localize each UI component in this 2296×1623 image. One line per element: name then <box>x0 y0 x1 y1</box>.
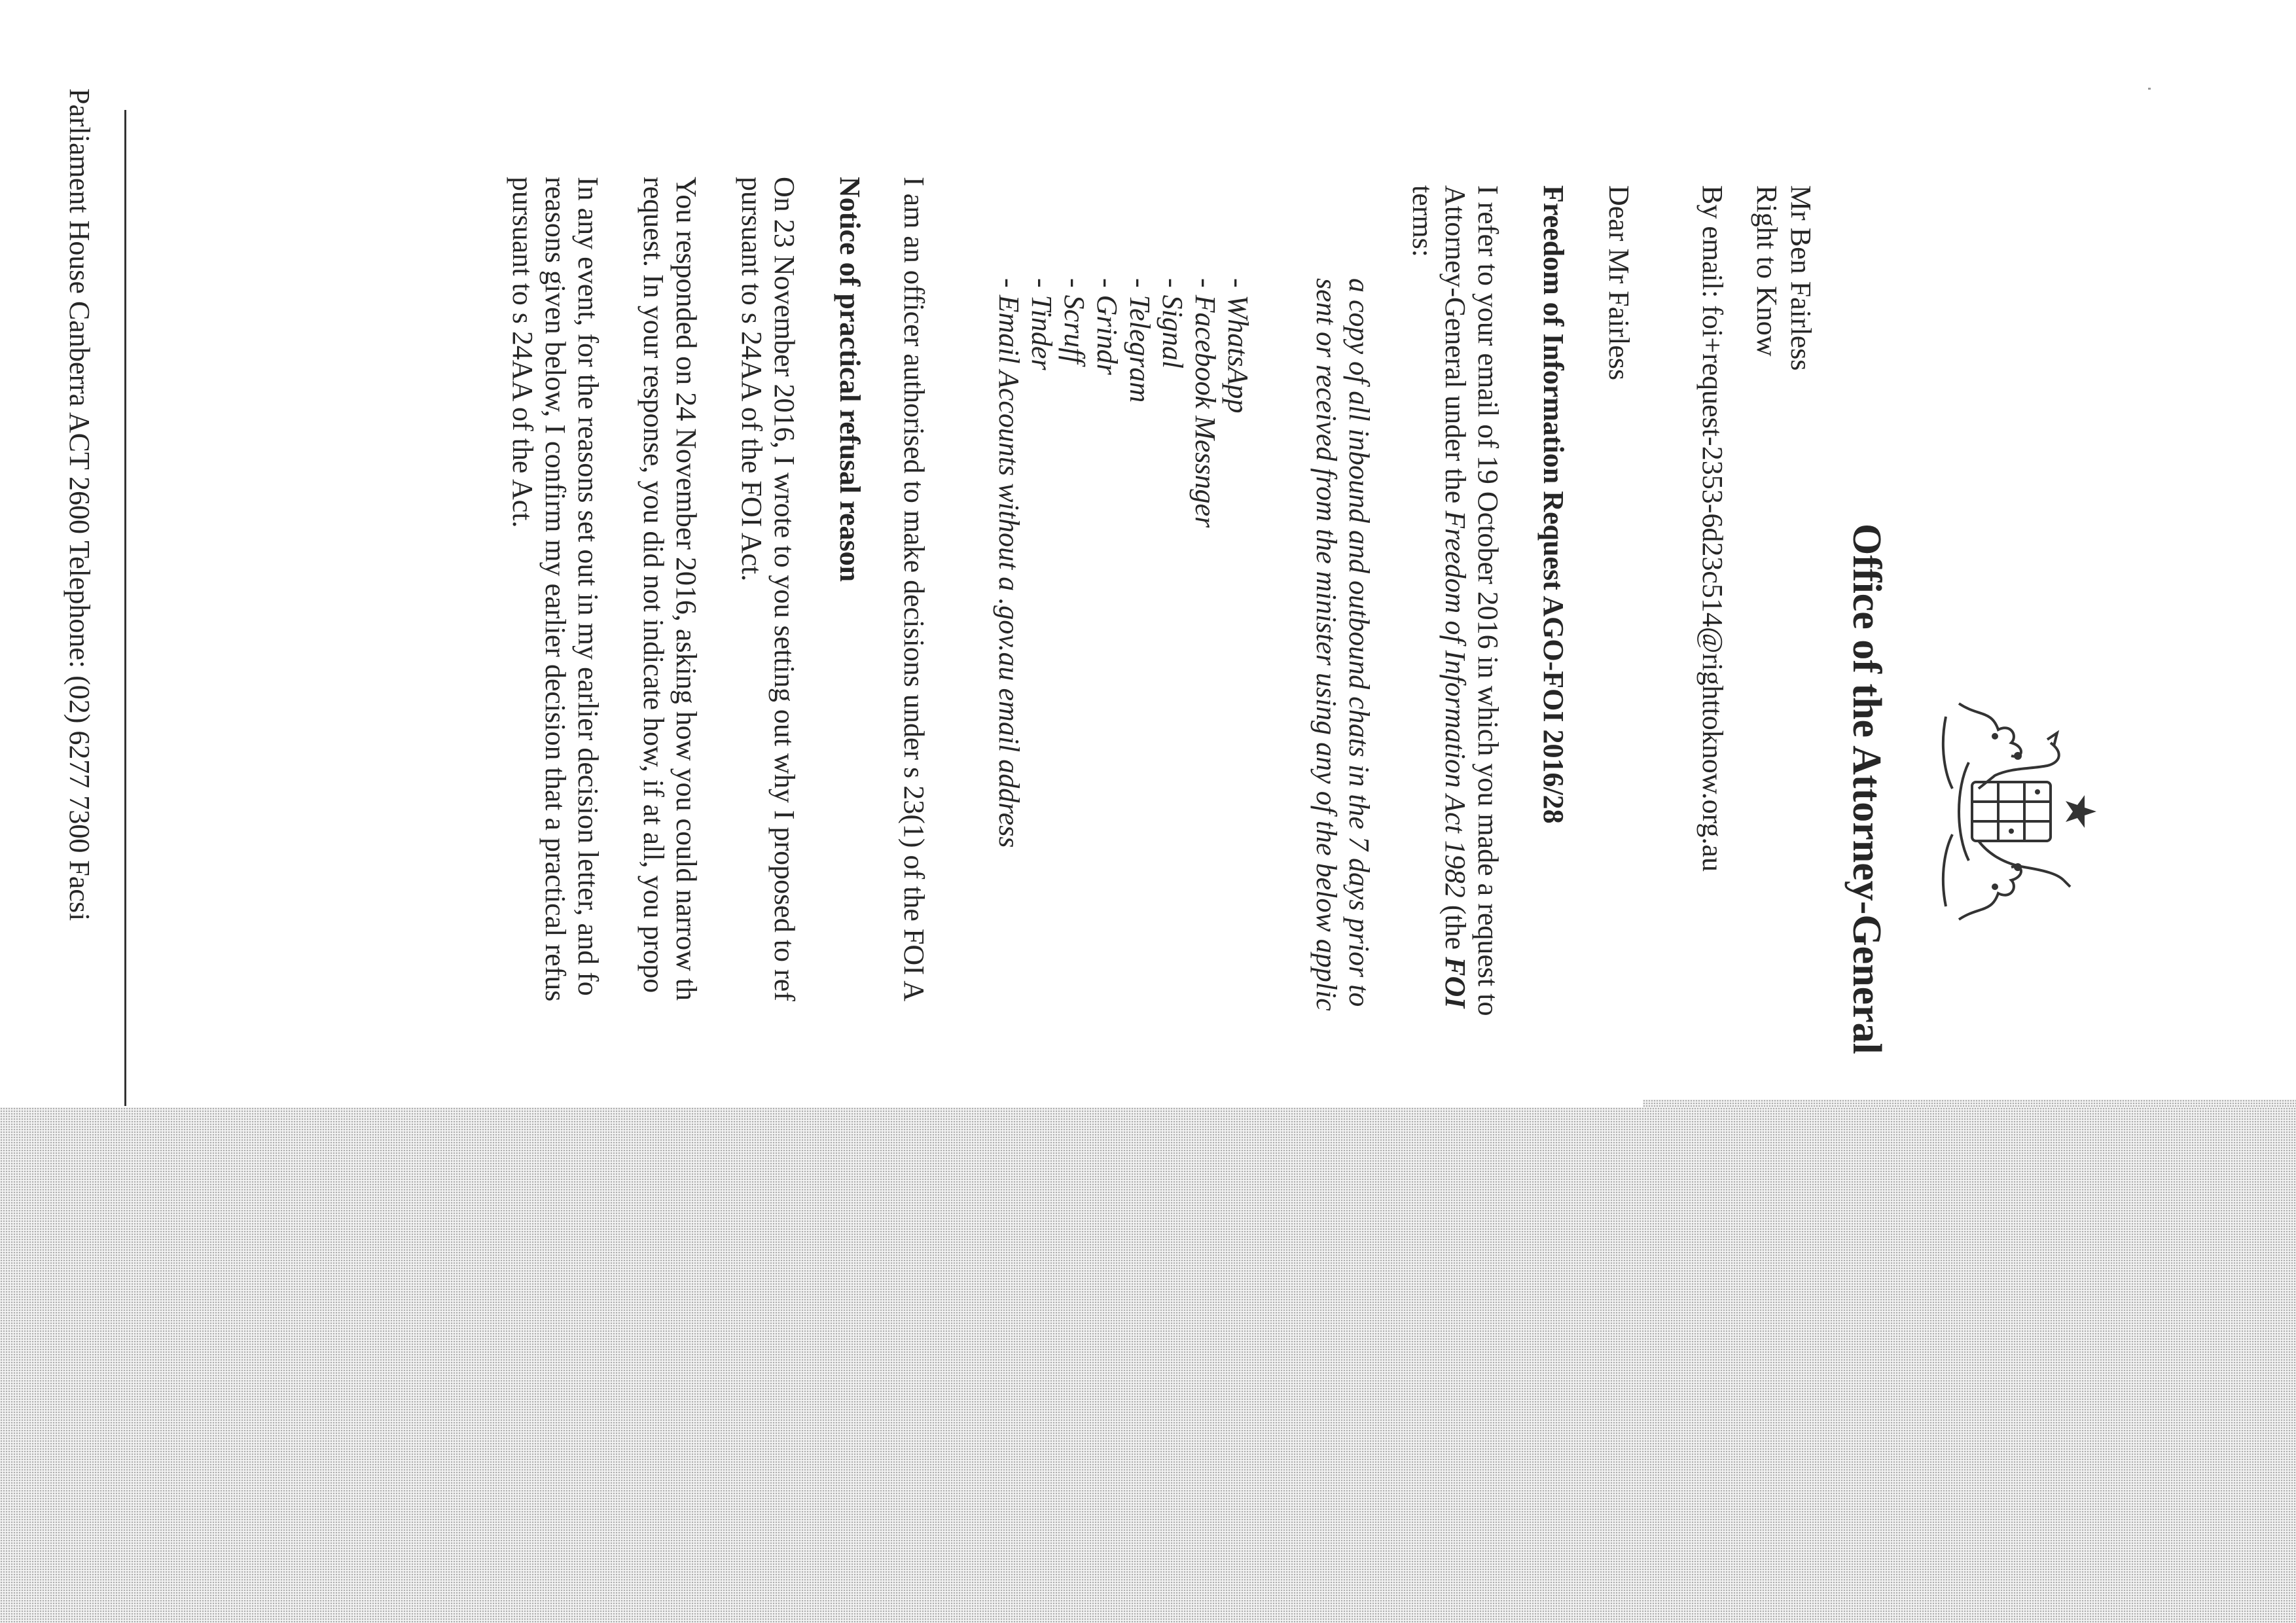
coat-of-arms-icon <box>1926 690 2109 933</box>
list-item: - Grindr <box>1091 278 1123 375</box>
intro-text: Attorney-General under the <box>1439 185 1471 511</box>
request-terms-line-2: sent or received from the minister using any of the below applic <box>1310 278 1342 1011</box>
notice-para-line-1: On 23 November 2016, I wrote to you setting out why I proposed to ref <box>768 177 800 1001</box>
response-para-line-1: You responded on 24 November 2016, asking how you could narrow th <box>670 177 702 1001</box>
recipient-name: Mr Ben Fairless <box>1785 185 1817 371</box>
notice-para-line-2: pursuant to s 24AA of the FOI Act. <box>736 177 768 582</box>
list-item: - Telegram <box>1124 278 1156 403</box>
recipient-organisation: Right to Know <box>1751 185 1783 357</box>
act-short-name: FOI <box>1439 957 1471 1008</box>
event-para-line-1: In any event, for the reasons set out in my earlier decision letter, and fo <box>572 177 604 996</box>
event-para-line-3: pursuant to s 24AA of the Act. <box>507 177 539 528</box>
section-heading: Notice of practical refusal reason <box>834 177 866 582</box>
subject-line: Freedom of Information Request AGO-FOI 2016/28 <box>1537 185 1570 824</box>
list-item: - WhatsApp <box>1222 278 1254 414</box>
list-item: - Email Accounts without a .gov.au email address <box>993 278 1025 848</box>
event-para-line-2: reasons given below, I confirm my earlier decision that a practical refus <box>539 177 571 1002</box>
intro-line-2 <box>1441 185 1469 1008</box>
salutation: Dear Mr Fairless <box>1603 185 1635 381</box>
request-terms-line-1: a copy of all inbound and outbound chats in the 7 days prior to <box>1343 278 1375 1007</box>
intro-line-3: terms: <box>1407 185 1439 257</box>
footer-address: Parliament House Canberra ACT 2600 Telephone: (02) 6277 7300 Facsi <box>63 88 96 921</box>
recipient-email-line: By email: foi+request-2353-6d23c514@righttoknow.org.au <box>1696 185 1729 872</box>
intro-paren: (the <box>1439 897 1471 957</box>
office-title: Office of the Attorney-General <box>1844 524 1889 1054</box>
intro-line-1: I refer to your email of 19 October 2016 in which you made a request to <box>1472 185 1504 1016</box>
list-item: - Facebook Messnger <box>1189 278 1221 528</box>
authority-statement: I am an officer authorised to make decisions under s 23(1) of the FOI A <box>898 177 930 1002</box>
list-item: - Tinder <box>1026 278 1058 370</box>
list-item: - Scruff <box>1058 278 1090 364</box>
response-para-line-2: request. In your response, you did not indicate how, if at all, you propo <box>637 177 670 993</box>
act-name: Freedom of Information Act 1982 <box>1439 510 1471 898</box>
list-item: - Signal <box>1157 278 1189 369</box>
